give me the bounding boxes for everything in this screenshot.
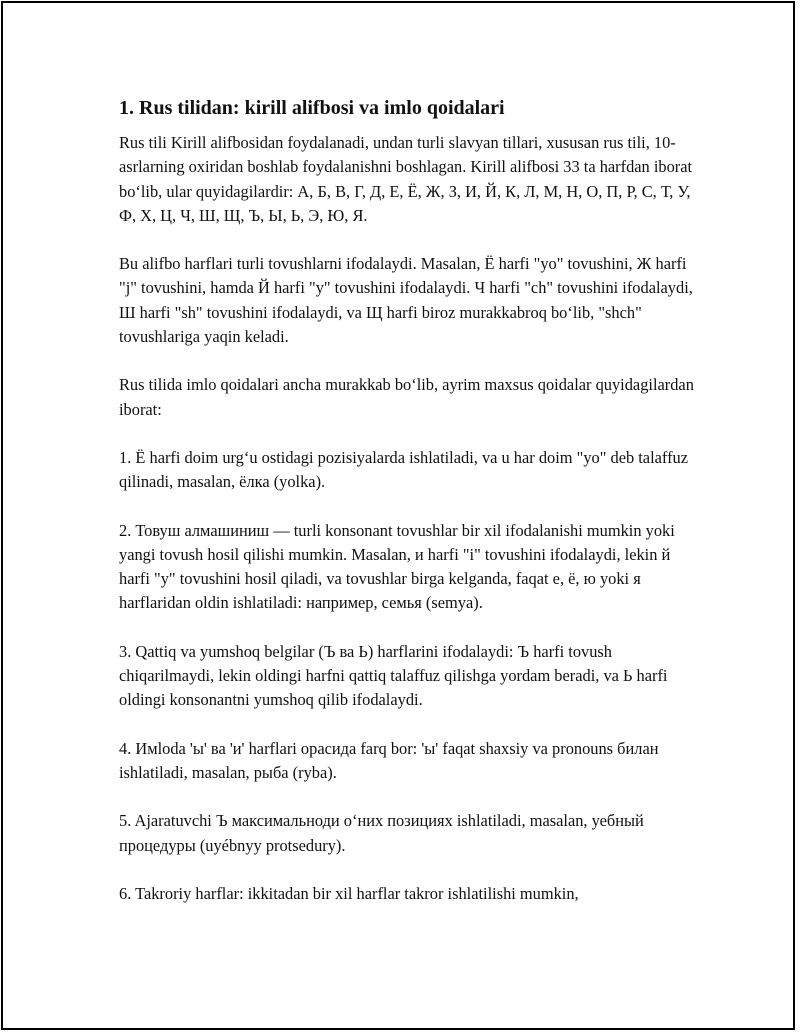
document-body — [119, 95, 699, 930]
paragraph-rules-intro: Rus tilida imlo qoidalari ancha murakkab bo‘lib, ayrim maxsus qoidalar quyidagilardan iborat: — [119, 375, 694, 419]
document-title: 1. Rus tilidan: kirill alifbosi va imlo qoidalari — [119, 97, 505, 119]
paragraph-intro: Rus tili Kirill alifbosidan foydalanadi, undan turli slavyan tillari, xususan rus tili, 10-asrlarning oxiridan boshlab foydalanishni boshlagan. Kirill alifbosi 33 ta harfdan iborat bo‘lib, ular quyidagilardir: А, Б, В, Г, Д, Е, Ё, Ж, З, И, Й, К, Л, М, Н, О, П, Р, С, Т, У, Ф, Х, Ц, Ч, Ш, Щ, Ъ, Ы, Ь, Э, Ю, Я. — [119, 133, 693, 225]
rule-item-3: 3. Qattiq va yumshoq belgilar (Ъ ва Ь) harflarini ifodalaydi: Ъ harfi tovush chiqarilmaydi, lekin oldingi harfni qattiq talaffuz qilishga yordam beradi, va Ь harfi oldingi konsonantni yumshoq qilib ifodalaydi. — [119, 641, 668, 710]
paragraph-letter-sounds: Bu alifbo harflari turli tovushlarni ifodalaydi. Masalan, Ё harfi "yo" tovushini, Ж harfi "j" tovushini, hamda Й harfi "y" tovushini ifodalaydi. Ч harfi "ch" tovushini ifodalaydi, Ш harfi "sh" tovushini ifodalaydi, va Щ harfi biroz murakkabroq bo‘lib, "shch" tovushlariga yaqin keladi. — [119, 254, 693, 347]
rule-item-1: 1. Ё harfi doim urg‘u ostidagi pozisiyalarda ishlatiladi, va u har doim "yo" deb talaffuz qilinadi, masalan, ёлка (yolka). — [119, 447, 689, 492]
rule-item-6: 6. Takroriy harflar: ikkitadan bir xil harflar takror ishlatilishi mumkin, — [119, 883, 579, 903]
rule-item-2: 2. Товуш алмашиниш — turli konsonant tovushlar bir xil ifodalanishi mumkin yoki yangi tovush hosil qilishi mumkin. Masalan, и harfi "i" tovushini ifodalaydi, lekin й harfi "y" tovushini hosil qiladi, va tovushlar birga kelganda, faqat е, ё, ю yoki я harflaridan oldin ishlatiladi: например, семья (semya). — [119, 520, 675, 613]
rule-item-5: 5. Ajaratuvchi Ъ максимальноди o‘них позициях ishlatiladi, masalan, уебный процедуры (uyébnyy protsedury). — [119, 811, 644, 855]
rule-item-4: 4. Имloda 'ы' ва 'и' harflari орасида farq bor: 'ы' faqat shaxsiy va pronouns билан ishlatiladi, masalan, рыба (ryba). — [119, 738, 659, 782]
document-page — [1, 1, 795, 1030]
